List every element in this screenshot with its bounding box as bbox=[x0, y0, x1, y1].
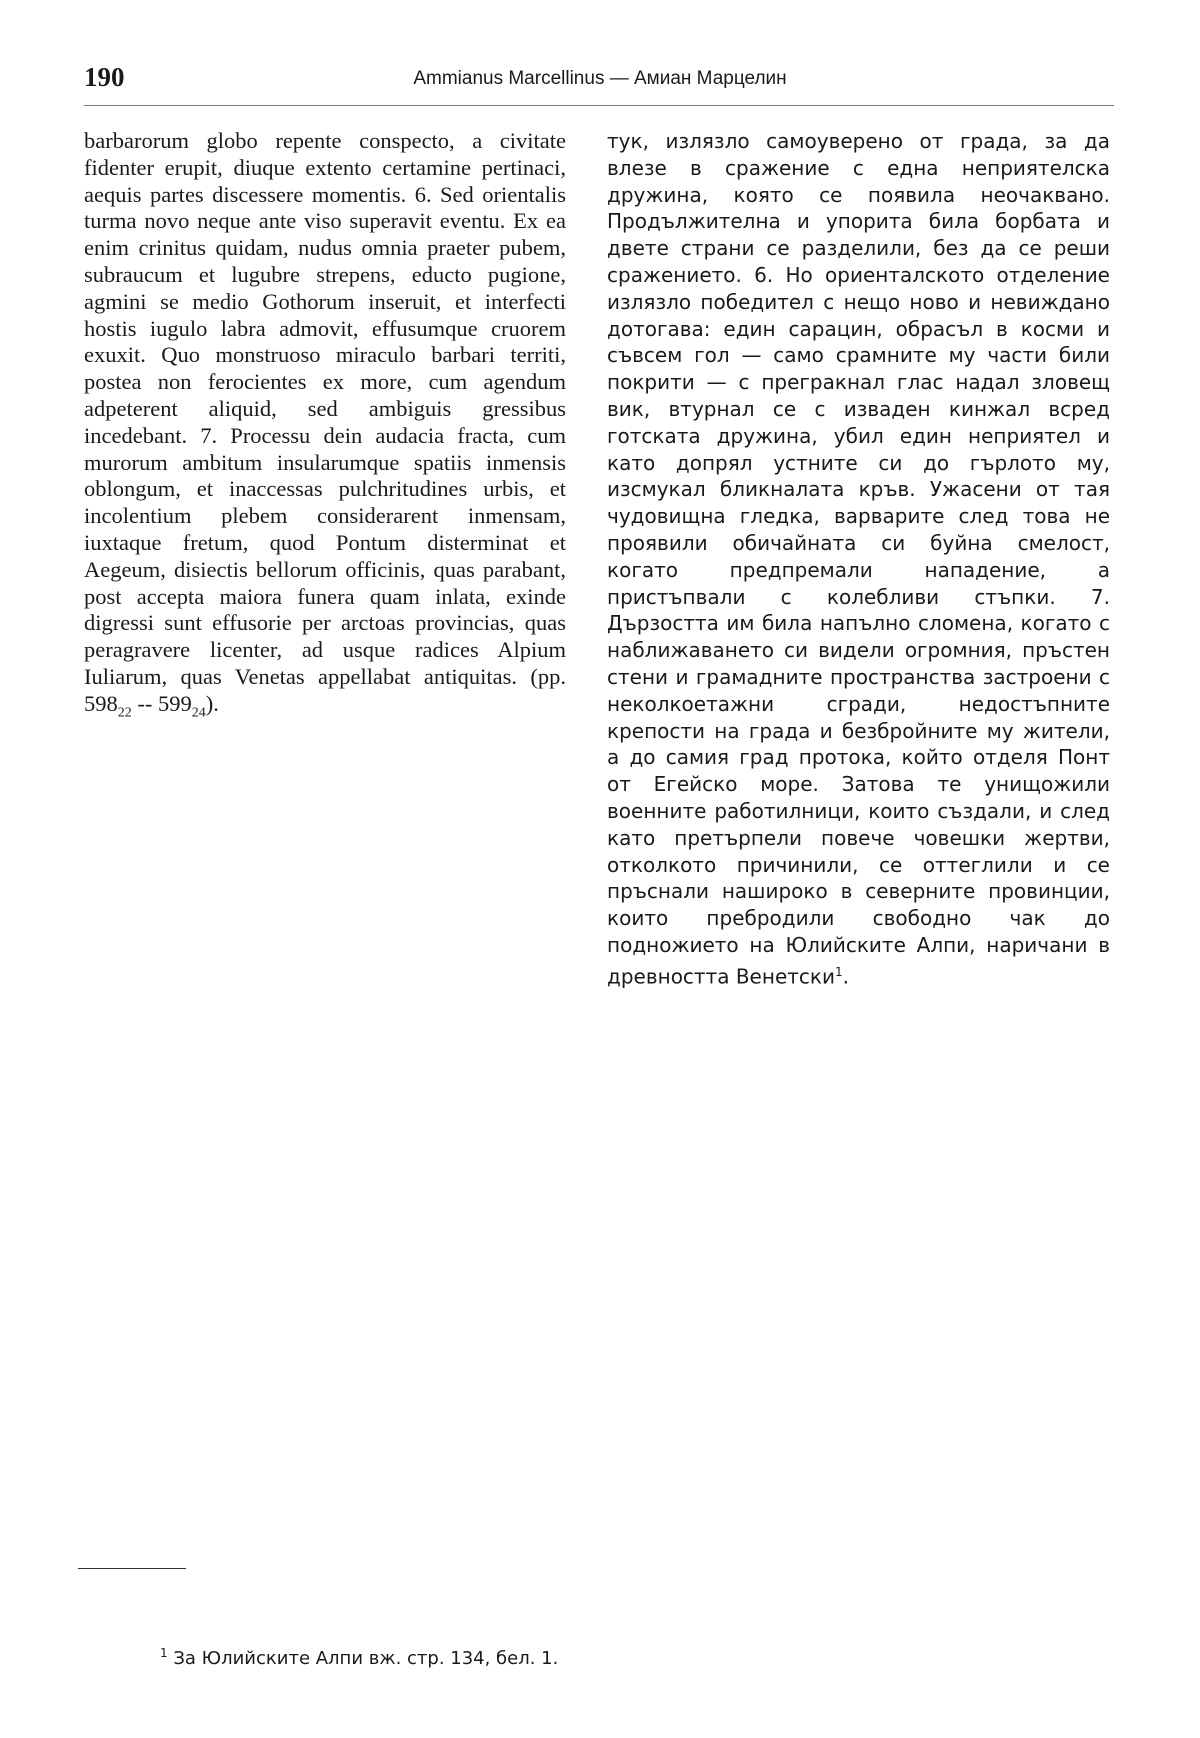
latin-column bbox=[84, 128, 566, 727]
page-number: 190 bbox=[84, 62, 125, 92]
running-head: Ammianus Marcellinus — Амиан Марцелин bbox=[413, 68, 787, 89]
header-rule bbox=[84, 105, 1114, 106]
footnote-rule bbox=[78, 1568, 186, 1569]
latin-ref-mid: -- 599 bbox=[131, 690, 192, 716]
latin-ref-sub-1: 22 bbox=[117, 705, 132, 721]
footnote-text: За Юлийските Алпи вж. стр. 134, бел. 1. bbox=[167, 1648, 559, 1669]
latin-ref-end: ). bbox=[205, 690, 219, 716]
footnote-mark: 1 bbox=[160, 1646, 168, 1660]
footnote bbox=[160, 1646, 558, 1669]
latin-ref-sub-2: 24 bbox=[191, 705, 206, 721]
bulgarian-column bbox=[607, 128, 1110, 990]
bulgarian-paragraph: тук, излязло самоуверено от града, за да влезе в сражение с една неприятелска дружина, която се появила неочаквано. Продължителна и упорита била борбата и двете страни се разделили, без да се реши сражението. 6. Но ориенталското отделение излязло победител с нещо ново и невиждано дотогава: един сарацин, обрасъл в косми и съвсем гол — само срамните му части били покрити — с прегракнал глас надал зловещ вик, втурнал се с изваден кинжал всред готската дружина, убил един неприятел и като допрял устните си до гърлото му, изсмукал бликналата кръв. Ужасени от тая чудовищна гледка, варварите след това не проявили обичайната си буйна смелост, когато предпремали нападение, а пристъпвали с колебливи стъпки. 7. Дързостта им била напълно сломена, когато с наближаването си видели огромния, пръстен стени и грамадните пространства застроени с неколкоетажни сгради, недостъпните крепости на града и безбройните му жители, а до самия град протока, който отделя Понт от Егейско море. Затова те унищожили военните работилници, които създали, и след като претърпели повече човешки жертви, отколкото причинили, се оттеглили и се пръснали нашироко в северните провинции, които пребродили свободно чак до подножието на Юлийските Алпи, наричани в древността Венетски bbox=[607, 129, 1110, 989]
bulgarian-end: . bbox=[842, 964, 849, 989]
footnote-reference-mark: 1 bbox=[834, 964, 843, 979]
latin-paragraph: barbarorum globo repente conspecto, a civitate fidenter erupit, diuque extento certamine pertinaci, aequis partes discessere momentis. 6. Sed orientalis turma novo neque ante viso superavit eventu. Ex ea enim crinitus quidam, nudus omnia praeter pubem, subraucum et lugubre strepens, educto pugione, agmini se medio Gothorum inseruit, et interfecti hostis iugulo labra admovit, effusumque cruorem exuxit. Quo monstruoso miraculo barbari territi, postea non ferocientes ex more, cum agendum adpeterent aliquid, sed ambiguis gressibus incedebant. 7. Processu dein audacia fracta, cum murorum ambitum insularumque spatiis inmensis oblongum, et inaccessas pulchritudines urbis, et incolentium plebem considerarent inmensam, iuxtaque fretum, quod Pontum disterminat et Aegeum, disiectis bellorum officinis, quas parabant, post accepta maiora funera quam inlata, exinde digressi sunt effusorie per arctoas provincias, quas peragravere licenter, ad usque radices Alpium Iuliarum, quas Venetas appellabat antiquitas. (pp. 598 bbox=[84, 128, 566, 716]
